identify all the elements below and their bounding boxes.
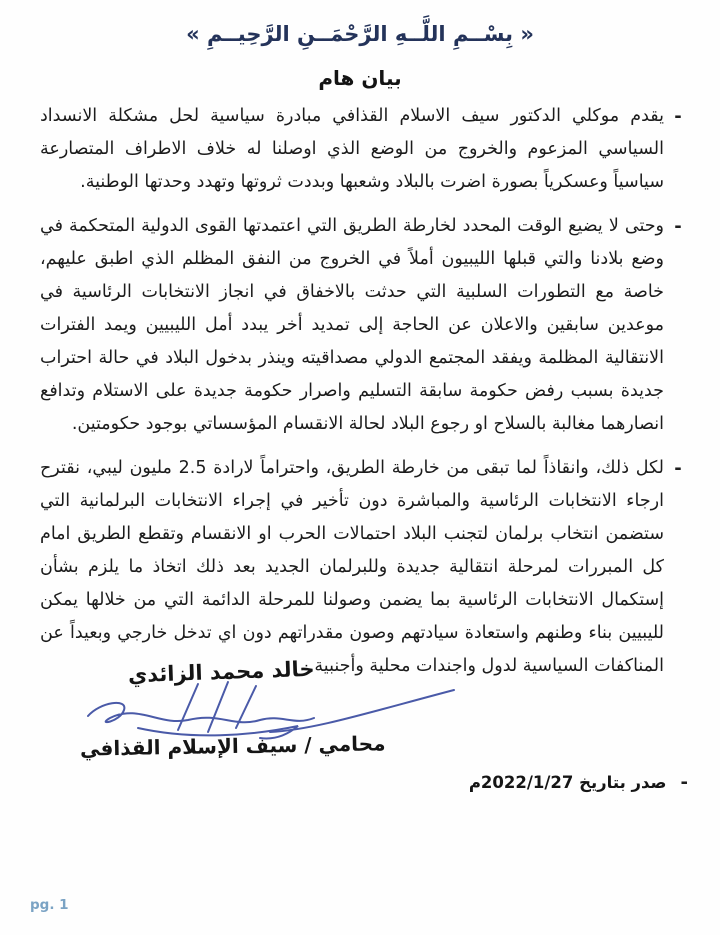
bullet-dash: - bbox=[674, 106, 682, 127]
page-number: pg. 1 bbox=[30, 897, 69, 913]
paragraph-text: لكل ذلك، وانقاذاً لما تبقى من خارطة الطريق، واحتراماً لارادة 2.5 مليون ليبي، نقترح ارجاء الانتخابات الرئاسية والمباشرة دون تأخير في إجراء الانتخابات البرلمانية التي ستضمن انتخاب برلمان لتجنب البلاد احتمالات الحرب او الانقسام وتقطع الطريق امام كل المبررات لمرحلة انتقالية جديدة وللبرلمان الجديد بعد ذلك اتخاذ ما يلزم بشأن إستكمال الانتخابات الرئاسية بما يضمن وصولنا للمرحلة الدائمة التي من خلالها يمكن لليبيين بناء وطنهم واستعادة سيادتهم وصون مقدراتهم دون اي تدخل خارجي وبعيداً عن المناكفات السياسية لدول واجندات محلية وأجنبية. bbox=[40, 458, 664, 676]
signatory-name: خالد محمد الزائدي bbox=[127, 656, 315, 688]
signature-block bbox=[70, 658, 470, 778]
signatory-title: محامي / سيف الإسلام القذافي bbox=[79, 731, 386, 761]
paragraph-proposal bbox=[40, 452, 692, 683]
document-body bbox=[40, 100, 692, 694]
issue-date-line bbox=[469, 772, 688, 793]
paragraph-text: وحتى لا يضيع الوقت المحدد لخارطة الطريق التي اعتمدتها القوى الدولية المتحكمة في وضع بلادنا والتي قبلها الليبيون أملاً في الخروج من النفق المظلم الذي اطبق عليهم، خاصة مع التطورات السلبية التي حدثت بالاخفاق في انجاز الانتخابات الرئاسية في موعدين سابقين والاعلان عن الحاجة إلى تمديد أخر يبدد أمل الليبيين ويمد الفترات الانتقالية المظلمة ويفقد المجتمع الدولي مصداقيته وينذر بدخول البلاد في حالة احتراب جديدة بسبب رفض حكومة سابقة التسليم واصرار حكومة جديدة على الاستلام وتدافع انصارهما مغالبة بالسلاح او رجوع البلاد لحالة الانقسام المؤسساتي بوجود حكومتين. bbox=[40, 216, 664, 434]
paragraph-initiative bbox=[40, 100, 692, 199]
bullet-dash: - bbox=[680, 772, 688, 793]
issue-date-text: صدر بتاريخ 2022/1/27م bbox=[468, 773, 667, 792]
basmala-header: « بِسْــمِ اللَّــهِ الرَّحْمَــنِ الرَّحِيــمِ » bbox=[186, 22, 534, 46]
document-title: بيان هام bbox=[318, 66, 402, 90]
paragraph-roadmap bbox=[40, 210, 692, 441]
bullet-dash: - bbox=[674, 458, 682, 479]
bullet-dash: - bbox=[674, 216, 682, 237]
paragraph-text: يقدم موكلي الدكتور سيف الاسلام القذافي مبادرة سياسية لحل مشكلة الانسداد السياسي المزعوم والخروج من الوضع الذي اوصلنا له خلاف الاطراف المتصارعة سياسياً وعسكرياً بصورة اضرت بالبلاد وشعبها وبددت ثروتها وتهدد وحدتها الوطنية. bbox=[40, 106, 664, 192]
